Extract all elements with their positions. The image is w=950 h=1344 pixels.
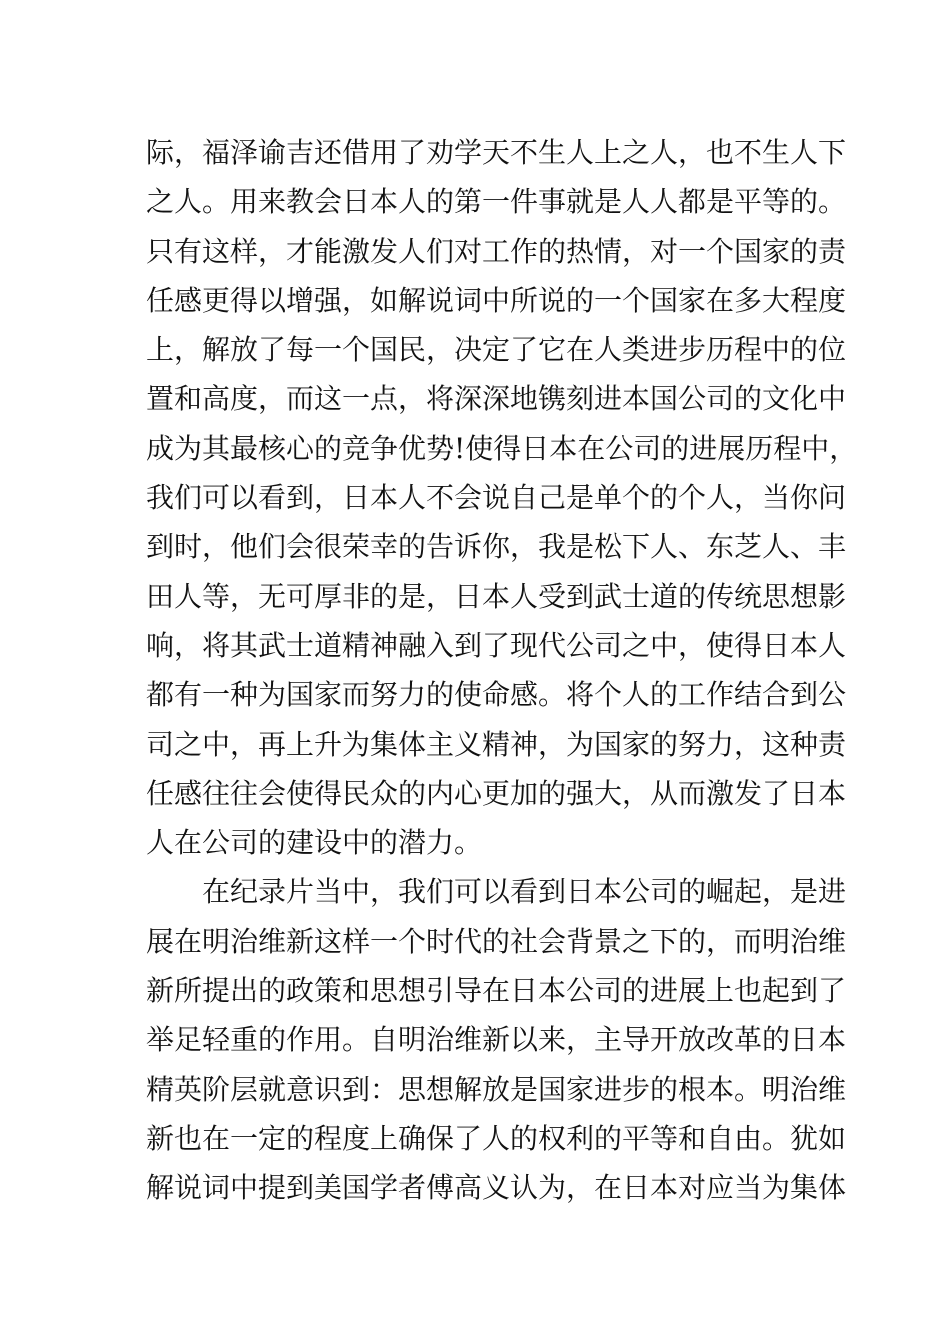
text-line: 新也在一定的程度上确保了人的权利的平等和自由。犹如 <box>146 1121 847 1155</box>
text-line: 新所提出的政策和思想引导在日本公司的进展上也起到了 <box>146 974 847 1008</box>
text-line: 置和高度，而这一点，将深深地镌刻进本国公司的文化中 <box>146 382 847 416</box>
text-line: 到时，他们会很荣幸的告诉你，我是松下人、东芝人、丰 <box>146 530 847 564</box>
text-line: 成为其最核心的竞争优势!使得日本在公司的进展历程中， <box>146 431 858 465</box>
text-line: 都有一种为国家而努力的使命感。将个人的工作结合到公 <box>146 678 847 712</box>
text-line: 司之中，再上升为集体主义精神，为国家的努力，这种责 <box>146 727 847 761</box>
text-line: 我们可以看到，日本人不会说自己是单个的个人，当你问 <box>146 481 847 515</box>
text-line: 人在公司的建设中的潜力。 <box>146 826 483 860</box>
text-line: 展在明治维新这样一个时代的社会背景之下的，而明治维 <box>146 924 847 958</box>
text-line: 响，将其武士道精神融入到了现代公司之中，使得日本人 <box>146 628 847 662</box>
text-line: 举足轻重的作用。自明治维新以来，主导开放改革的日本 <box>146 1023 847 1057</box>
text-line: 任感往往会使得民众的内心更加的强大，从而激发了日本 <box>146 776 847 810</box>
text-line: 精英阶层就意识到：思想解放是国家进步的根本。明治维 <box>146 1072 847 1106</box>
body-text <box>146 128 858 1213</box>
paragraph-first-line: 在纪录片当中，我们可以看到日本公司的崛起，是进 <box>202 875 847 909</box>
text-line: 只有这样，才能激发人们对工作的热情，对一个国家的责 <box>146 234 847 268</box>
text-line: 田人等，无可厚非的是，日本人受到武士道的传统思想影 <box>146 579 847 613</box>
text-line: 任感更得以增强，如解说词中所说的一个国家在多大程度 <box>146 283 847 317</box>
text-line: 上，解放了每一个国民，决定了它在人类进步历程中的位 <box>146 333 847 367</box>
text-line: 之人。用来教会日本人的第一件事就是人人都是平等的。 <box>146 185 847 219</box>
text-line: 际，福泽谕吉还借用了劝学天不生人上之人，也不生人下 <box>146 136 847 169</box>
text-line: 解说词中提到美国学者傅高义认为，在日本对应当为集体 <box>146 1171 847 1205</box>
